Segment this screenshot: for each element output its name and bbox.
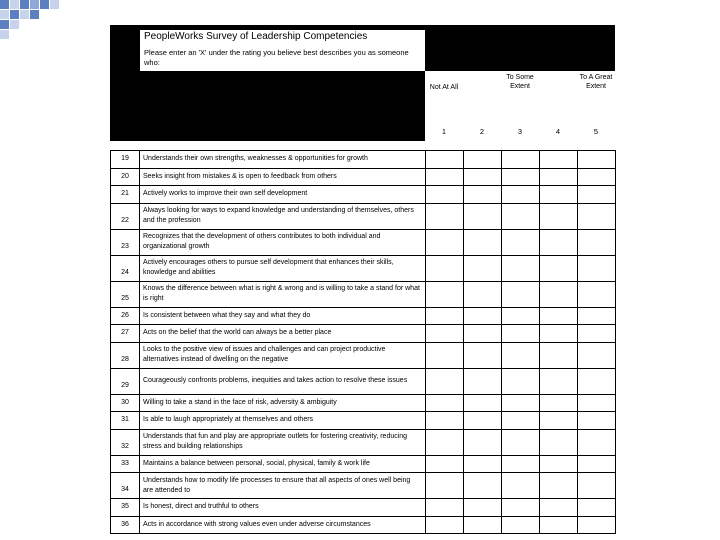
rating-cell-1[interactable] bbox=[426, 429, 464, 455]
item-number: 19 bbox=[111, 151, 140, 169]
item-text: Seeks insight from mistakes & is open to feedback from others bbox=[140, 168, 426, 186]
rating-cell-1[interactable] bbox=[426, 168, 464, 186]
rating-cell-3[interactable] bbox=[502, 455, 540, 473]
scale-number-1: 1 bbox=[441, 127, 447, 136]
rating-cell-3[interactable] bbox=[502, 229, 540, 255]
table-row bbox=[111, 342, 616, 368]
item-text: Courageously confronts problems, inequities and takes action to resolve these issues bbox=[140, 368, 426, 394]
rating-cell-5[interactable] bbox=[578, 186, 616, 204]
table-row bbox=[111, 394, 616, 412]
rating-cell-5[interactable] bbox=[578, 429, 616, 455]
rating-cell-4[interactable] bbox=[540, 255, 578, 281]
rating-cell-1[interactable] bbox=[426, 516, 464, 534]
rating-cell-3[interactable] bbox=[502, 186, 540, 204]
table-row bbox=[111, 516, 616, 534]
rating-cell-3[interactable] bbox=[502, 516, 540, 534]
rating-cell-4[interactable] bbox=[540, 394, 578, 412]
rating-cell-5[interactable] bbox=[578, 325, 616, 343]
rating-cell-5[interactable] bbox=[578, 281, 616, 307]
scale-number-5: 5 bbox=[593, 127, 599, 136]
table-row bbox=[111, 255, 616, 281]
item-number: 27 bbox=[111, 325, 140, 343]
item-text: Maintains a balance between personal, social, physical, family & work life bbox=[140, 455, 426, 473]
scale-number-2: 2 bbox=[479, 127, 485, 136]
rating-cell-2[interactable] bbox=[464, 151, 502, 169]
rating-cell-1[interactable] bbox=[426, 281, 464, 307]
rating-cell-4[interactable] bbox=[540, 412, 578, 430]
item-number: 24 bbox=[111, 255, 140, 281]
rating-cell-5[interactable] bbox=[578, 168, 616, 186]
item-text: Understands their own strengths, weaknesses & opportunities for growth bbox=[140, 151, 426, 169]
rating-cell-2[interactable] bbox=[464, 186, 502, 204]
table-row bbox=[111, 368, 616, 394]
rating-cell-5[interactable] bbox=[578, 255, 616, 281]
rating-cell-5[interactable] bbox=[578, 516, 616, 534]
rating-cell-5[interactable] bbox=[578, 368, 616, 394]
rating-cell-4[interactable] bbox=[540, 473, 578, 499]
item-number: 32 bbox=[111, 429, 140, 455]
rating-cell-1[interactable] bbox=[426, 151, 464, 169]
rating-cell-2[interactable] bbox=[464, 342, 502, 368]
rating-cell-3[interactable] bbox=[502, 307, 540, 325]
rating-cell-1[interactable] bbox=[426, 412, 464, 430]
corner-decoration bbox=[0, 0, 110, 45]
rating-cell-3[interactable] bbox=[502, 412, 540, 430]
rating-cell-3[interactable] bbox=[502, 325, 540, 343]
table-row bbox=[111, 168, 616, 186]
rating-cell-5[interactable] bbox=[578, 342, 616, 368]
rating-cell-2[interactable] bbox=[464, 307, 502, 325]
rating-cell-2[interactable] bbox=[464, 394, 502, 412]
rating-cell-4[interactable] bbox=[540, 186, 578, 204]
rating-cell-4[interactable] bbox=[540, 151, 578, 169]
rating-cell-4[interactable] bbox=[540, 281, 578, 307]
rating-cell-1[interactable] bbox=[426, 499, 464, 517]
item-text: Is consistent between what they say and what they do bbox=[140, 307, 426, 325]
rating-cell-5[interactable] bbox=[578, 473, 616, 499]
rating-scale-header bbox=[425, 71, 615, 141]
rating-cell-1[interactable] bbox=[426, 342, 464, 368]
rating-cell-5[interactable] bbox=[578, 394, 616, 412]
item-text: Knows the difference between what is right & wrong and is willing to take a stand for what is right bbox=[140, 281, 426, 307]
rating-cell-2[interactable] bbox=[464, 229, 502, 255]
rating-cell-5[interactable] bbox=[578, 412, 616, 430]
rating-cell-3[interactable] bbox=[502, 429, 540, 455]
rating-cell-4[interactable] bbox=[540, 342, 578, 368]
rating-cell-4[interactable] bbox=[540, 429, 578, 455]
item-number: 34 bbox=[111, 473, 140, 499]
rating-cell-3[interactable] bbox=[502, 499, 540, 517]
rating-cell-3[interactable] bbox=[502, 368, 540, 394]
rating-cell-1[interactable] bbox=[426, 394, 464, 412]
item-number: 28 bbox=[111, 342, 140, 368]
item-number: 25 bbox=[111, 281, 140, 307]
rating-cell-2[interactable] bbox=[464, 455, 502, 473]
rating-cell-2[interactable] bbox=[464, 429, 502, 455]
rating-cell-1[interactable] bbox=[426, 455, 464, 473]
rating-cell-4[interactable] bbox=[540, 455, 578, 473]
rating-cell-3[interactable] bbox=[502, 203, 540, 229]
item-number: 31 bbox=[111, 412, 140, 430]
table-row bbox=[111, 429, 616, 455]
item-text: Acts on the belief that the world can always be a better place bbox=[140, 325, 426, 343]
item-text: Willing to take a stand in the face of risk, adversity & ambiguity bbox=[140, 394, 426, 412]
rating-cell-5[interactable] bbox=[578, 151, 616, 169]
rating-cell-5[interactable] bbox=[578, 203, 616, 229]
rating-cell-5[interactable] bbox=[578, 307, 616, 325]
item-number: 36 bbox=[111, 516, 140, 534]
rating-cell-4[interactable] bbox=[540, 229, 578, 255]
rating-cell-4[interactable] bbox=[540, 368, 578, 394]
item-number: 33 bbox=[111, 455, 140, 473]
scale-label-1: Not At All bbox=[429, 84, 459, 91]
item-text: Always looking for ways to expand knowledge and understanding of themselves, others and the profession bbox=[140, 203, 426, 229]
rating-cell-3[interactable] bbox=[502, 281, 540, 307]
rating-cell-1[interactable] bbox=[426, 203, 464, 229]
rating-cell-2[interactable] bbox=[464, 412, 502, 430]
rating-cell-3[interactable] bbox=[502, 255, 540, 281]
rating-cell-2[interactable] bbox=[464, 255, 502, 281]
item-text: Acts in accordance with strong values even under adverse circumstances bbox=[140, 516, 426, 534]
item-number: 22 bbox=[111, 203, 140, 229]
rating-cell-1[interactable] bbox=[426, 307, 464, 325]
item-number: 21 bbox=[111, 186, 140, 204]
item-number: 29 bbox=[111, 368, 140, 394]
item-number: 26 bbox=[111, 307, 140, 325]
item-text: Understands that fun and play are appropriate outlets for fostering creativity, reducing stress and building relationships bbox=[140, 429, 426, 455]
rating-cell-2[interactable] bbox=[464, 203, 502, 229]
table-row bbox=[111, 229, 616, 255]
rating-cell-1[interactable] bbox=[426, 473, 464, 499]
table-row bbox=[111, 412, 616, 430]
item-text: Recognizes that the development of others contributes to both individual and organizational growth bbox=[140, 229, 426, 255]
item-number: 30 bbox=[111, 394, 140, 412]
scale-label-3: To Some Extent bbox=[506, 74, 534, 90]
table-row bbox=[111, 307, 616, 325]
table-row bbox=[111, 203, 616, 229]
table-row bbox=[111, 186, 616, 204]
scale-number-4: 4 bbox=[555, 127, 561, 136]
rating-cell-4[interactable] bbox=[540, 168, 578, 186]
rating-cell-1[interactable] bbox=[426, 255, 464, 281]
item-number: 35 bbox=[111, 499, 140, 517]
table-row bbox=[111, 473, 616, 499]
rating-cell-1[interactable] bbox=[426, 229, 464, 255]
rating-cell-2[interactable] bbox=[464, 473, 502, 499]
rating-cell-3[interactable] bbox=[502, 394, 540, 412]
rating-cell-4[interactable] bbox=[540, 307, 578, 325]
item-text: Is honest, direct and truthful to others bbox=[140, 499, 426, 517]
rating-cell-3[interactable] bbox=[502, 342, 540, 368]
table-row bbox=[111, 325, 616, 343]
rating-cell-2[interactable] bbox=[464, 325, 502, 343]
table-row bbox=[111, 455, 616, 473]
survey-title: PeopleWorks Survey of Leadership Competencies bbox=[140, 30, 425, 44]
rating-cell-4[interactable] bbox=[540, 203, 578, 229]
item-text: Is able to laugh appropriately at themselves and others bbox=[140, 412, 426, 430]
table-row bbox=[111, 499, 616, 517]
rating-cell-1[interactable] bbox=[426, 325, 464, 343]
rating-cell-1[interactable] bbox=[426, 368, 464, 394]
rating-cell-5[interactable] bbox=[578, 229, 616, 255]
scale-label-5: To A Great Extent bbox=[579, 74, 613, 90]
rating-cell-2[interactable] bbox=[464, 368, 502, 394]
rating-cell-4[interactable] bbox=[540, 325, 578, 343]
table-row bbox=[111, 151, 616, 169]
rating-cell-3[interactable] bbox=[502, 151, 540, 169]
rating-cell-3[interactable] bbox=[502, 168, 540, 186]
rating-cell-3[interactable] bbox=[502, 473, 540, 499]
scale-number-3: 3 bbox=[517, 127, 523, 136]
rating-cell-4[interactable] bbox=[540, 516, 578, 534]
rating-cell-2[interactable] bbox=[464, 516, 502, 534]
rating-cell-2[interactable] bbox=[464, 281, 502, 307]
table-row bbox=[111, 281, 616, 307]
rating-cell-4[interactable] bbox=[540, 499, 578, 517]
item-text: Actively works to improve their own self development bbox=[140, 186, 426, 204]
rating-cell-5[interactable] bbox=[578, 455, 616, 473]
item-text: Actively encourages others to pursue self development that enhances their skills, knowledge and abilities bbox=[140, 255, 426, 281]
rating-cell-5[interactable] bbox=[578, 499, 616, 517]
item-number: 23 bbox=[111, 229, 140, 255]
survey-instruction: Please enter an 'X' under the rating you believe best describes you as someone who: bbox=[140, 44, 425, 71]
item-number: 20 bbox=[111, 168, 140, 186]
item-text: Looks to the positive view of issues and challenges and can project productive alternatives instead of dwelling on the negative bbox=[140, 342, 426, 368]
competency-table bbox=[110, 150, 616, 534]
rating-cell-2[interactable] bbox=[464, 499, 502, 517]
rating-cell-1[interactable] bbox=[426, 186, 464, 204]
rating-cell-2[interactable] bbox=[464, 168, 502, 186]
item-text: Understands how to modify life processes to ensure that all aspects of ones well being are attended to bbox=[140, 473, 426, 499]
